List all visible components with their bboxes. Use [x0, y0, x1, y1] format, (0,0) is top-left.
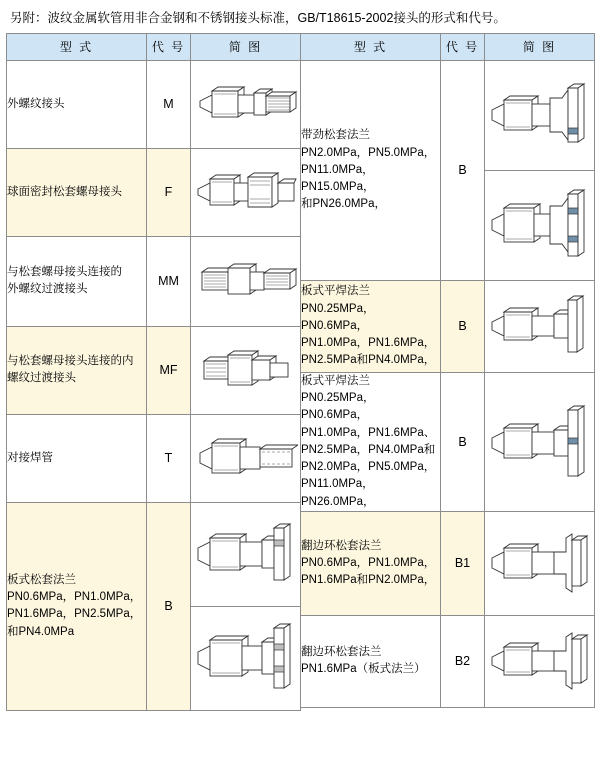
table-row	[301, 280, 595, 372]
row-code: B	[147, 502, 191, 710]
plate-flat-welding-flange-figure-2	[485, 372, 595, 511]
header-figure-left: 简 图	[191, 33, 301, 60]
plate-lap-joint-flange-figure	[191, 502, 301, 606]
row-code: T	[147, 414, 191, 502]
female-transition-fitting-figure	[191, 326, 301, 414]
table-row	[7, 326, 301, 414]
row-type-name: 带劲松套法兰 PN2.0MPa，PN5.0MPa， PN11.0MPa，PN15.0MPa， 和PN26.0MPa，	[301, 60, 441, 280]
table-row	[301, 372, 595, 511]
left-table-header-row	[7, 33, 301, 60]
row-type-name: 板式平焊法兰 PN0.25MPa，PN0.6MPa， PN1.0MPa，PN1.6MPa， PN2.5MPa和PN4.0MPa，	[301, 280, 441, 372]
male-thread-fitting-figure	[191, 60, 301, 148]
row-type-name: 与松套螺母接头连接的内 螺纹过渡接头	[7, 326, 147, 414]
right-table	[300, 33, 595, 708]
header-code-right: 代 号	[441, 33, 485, 60]
row-code: M	[147, 60, 191, 148]
table-row	[7, 502, 301, 606]
ribbed-lap-joint-flange-figure	[485, 60, 595, 170]
row-code: B	[441, 372, 485, 511]
header-type-right: 型 式	[301, 33, 441, 60]
row-type-name: 与松套螺母接头连接的 外螺纹过渡接头	[7, 236, 147, 326]
male-transition-fitting-figure	[191, 236, 301, 326]
ribbed-lap-joint-flange-figure-2	[485, 170, 595, 280]
header-code-left: 代 号	[147, 33, 191, 60]
left-table	[6, 33, 301, 711]
spherical-seal-union-nut-fitting-figure	[191, 148, 301, 236]
table-row	[7, 414, 301, 502]
right-table-header-row	[301, 33, 595, 60]
table-row	[7, 236, 301, 326]
row-type-name: 板式平焊法兰 PN0.25MPa，PN0.6MPa， PN1.0MPa，PN1.6MPa、 PN2.5MPa，PN4.0MPa和 PN2.0MPa，PN5.0MPa， PN11.0MPa，PN26.0MPa，	[301, 372, 441, 511]
row-code: B	[441, 60, 485, 280]
row-code: MM	[147, 236, 191, 326]
row-code: F	[147, 148, 191, 236]
page-caption: 另附：波纹金属软管用非合金钢和不锈钢接头标准，GB/T18615-2002接头的形式和代号。	[10, 11, 506, 25]
flared-ring-lap-joint-flange-figure-2	[485, 615, 595, 707]
butt-weld-pipe-figure	[191, 414, 301, 502]
plate-lap-joint-flange-figure-2	[191, 606, 301, 710]
flared-ring-lap-joint-flange-figure	[485, 511, 595, 615]
row-code: B	[441, 280, 485, 372]
row-type-name: 对接焊管	[7, 414, 147, 502]
row-type-name: 板式松套法兰 PN0.6MPa，PN1.0MPa， PN1.6MPa，PN2.5MPa， 和PN4.0MPa	[7, 502, 147, 710]
row-code: B1	[441, 511, 485, 615]
table-row	[301, 511, 595, 615]
row-type-name: 翻边环松套法兰 PN0.6MPa，PN1.0MPa， PN1.6MPa和PN2.0MPa，	[301, 511, 441, 615]
row-code: MF	[147, 326, 191, 414]
header-figure-right: 简 图	[485, 33, 595, 60]
row-type-name: 球面密封松套螺母接头	[7, 148, 147, 236]
table-row	[301, 60, 595, 170]
two-column-layout	[6, 33, 594, 711]
table-row	[7, 60, 301, 148]
row-code: B2	[441, 615, 485, 707]
plate-flat-welding-flange-figure	[485, 280, 595, 372]
table-row	[301, 615, 595, 707]
row-type-name: 翻边环松套法兰 PN1.6MPa（板式法兰）	[301, 615, 441, 707]
table-row	[7, 148, 301, 236]
header-type-left: 型 式	[7, 33, 147, 60]
row-type-name: 外螺纹接头	[7, 60, 147, 148]
